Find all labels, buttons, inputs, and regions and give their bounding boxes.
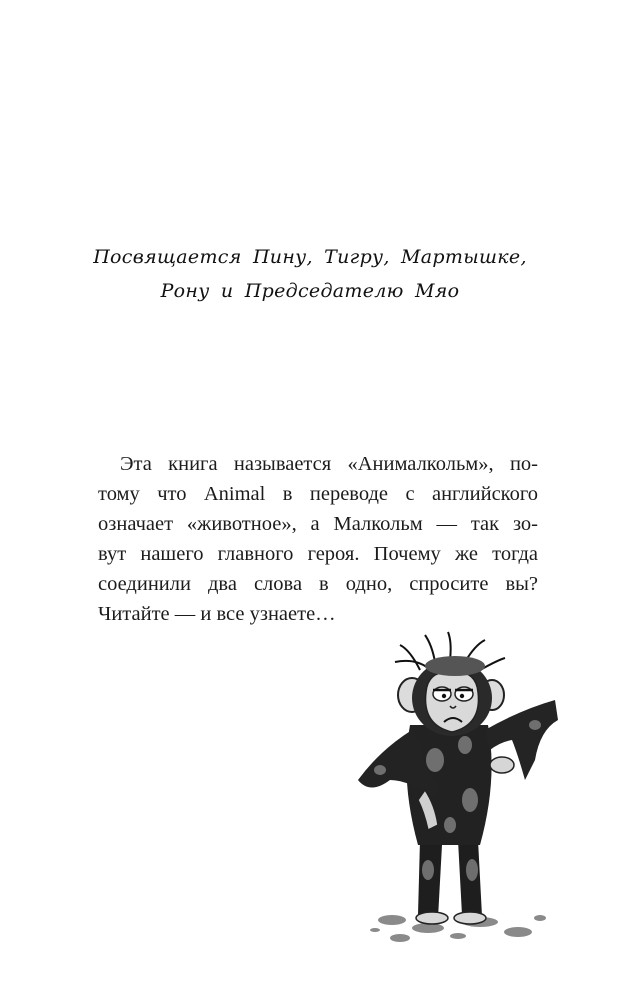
dedication-line-1: Посвящается Пину, Тигру, Мартышке, [93,246,527,268]
intro-line-4: вут нашего главного героя. Почему же тогда [98,543,538,565]
intro-line-6: Читайте — и все узнаете… [98,603,336,625]
intro-paragraph [98,449,538,629]
monkey-illustration [340,630,560,960]
dedication [0,240,620,308]
intro-line-2: тому что Animal в переводе с английского [98,483,538,505]
intro-line-3: означает «животное», а Малкольм — так зо- [98,513,538,535]
monkey-icon [340,630,560,960]
intro-line-5: соединили два слова в одно, спросите вы? [98,573,538,595]
dedication-line-2: Рону и Председателю Мяо [160,280,460,302]
intro-line-1: Эта книга называется «Анималкольм», по- [120,453,538,475]
